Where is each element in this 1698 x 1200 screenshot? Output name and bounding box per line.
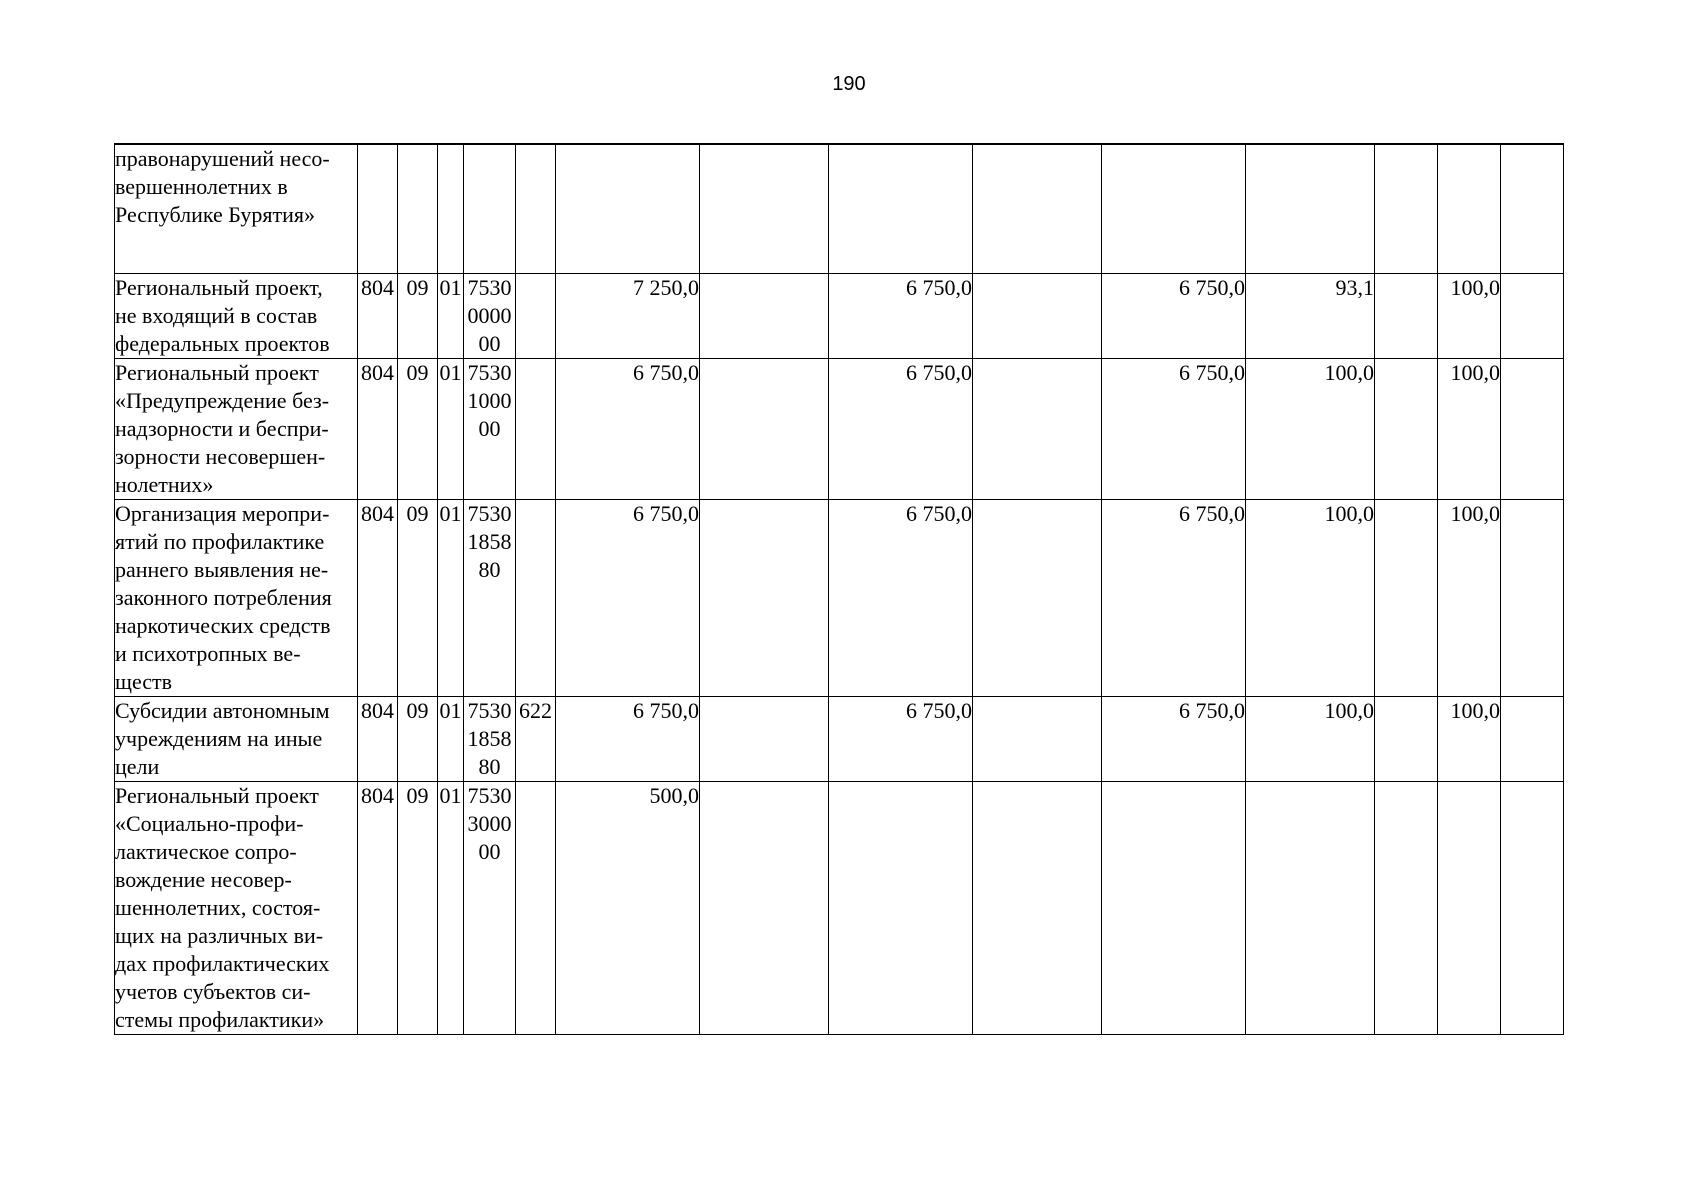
percent-cell-1: 100,0 [1246, 359, 1375, 500]
row-name-line: законного потребления [115, 585, 332, 610]
row-name-line: вождение несовер- [115, 867, 292, 892]
table-row [115, 782, 1630, 1035]
section-code-cell: 09 [398, 359, 438, 500]
percent-cell-1 [1246, 782, 1375, 1035]
target-article-code-line: 7530 [467, 783, 512, 808]
row-name-line: лактическое сопро- [115, 839, 297, 864]
grbs-code-cell: 804 [358, 782, 398, 1035]
empty-cell [1501, 500, 1564, 697]
table-row [115, 697, 1630, 782]
percent-cell-2 [1375, 144, 1438, 274]
target-article-code-line: 80 [478, 754, 501, 779]
target-article-code-line: 00 [478, 416, 501, 441]
amount-cell-3 [829, 144, 973, 274]
expense-type-code-cell [516, 274, 556, 359]
row-name-line: и психотропных ве- [115, 641, 301, 666]
table-row [115, 359, 1630, 500]
row-name-cell [115, 500, 358, 697]
table-row [115, 274, 1630, 359]
amount-cell-5 [1102, 782, 1246, 1035]
row-name-line: учетов субъектов си- [115, 979, 311, 1004]
target-article-code-line: 00 [478, 331, 501, 356]
target-article-code-line: 00 [478, 839, 501, 864]
amount-cell-4 [973, 500, 1102, 697]
row-name-line: вершеннолетних в [115, 174, 288, 199]
amount-cell-2 [700, 359, 829, 500]
row-name-cell [115, 144, 358, 274]
row-name-line: Региональный проект [115, 783, 319, 808]
row-name-line: учреждениям на иные [115, 726, 323, 751]
row-name-line: ятий по профилактике [115, 529, 325, 554]
amount-cell-3: 6 750,0 [829, 274, 973, 359]
percent-cell-3 [1438, 782, 1501, 1035]
expense-type-code-cell [516, 359, 556, 500]
percent-cell-3: 100,0 [1438, 500, 1501, 697]
target-article-code-cell [464, 500, 516, 697]
row-name-line: щих на различных ви- [115, 923, 324, 948]
grbs-code-cell: 804 [358, 274, 398, 359]
target-article-code-line: 3000 [467, 811, 512, 836]
subsection-code-cell: 01 [438, 274, 464, 359]
row-name-line: шеннолетних, состоя- [115, 895, 321, 920]
percent-cell-3 [1438, 144, 1501, 274]
amount-cell-4 [973, 144, 1102, 274]
row-name-line: Региональный проект, [115, 275, 323, 300]
target-article-code-line: 7530 [467, 360, 512, 385]
subsection-code-cell [438, 144, 464, 274]
target-article-code-line: 7530 [467, 698, 512, 723]
grbs-code-cell: 804 [358, 500, 398, 697]
amount-cell-1: 6 750,0 [556, 500, 700, 697]
target-article-code-line: 7530 [467, 275, 512, 300]
amount-cell-1: 500,0 [556, 782, 700, 1035]
row-name-line: нолетних» [115, 472, 214, 497]
target-article-code-line: 0000 [467, 303, 512, 328]
row-name-line: дах профилактических [115, 951, 330, 976]
percent-cell-3: 100,0 [1438, 697, 1501, 782]
row-name-line: раннего выявления не- [115, 557, 329, 582]
percent-cell-3: 100,0 [1438, 274, 1501, 359]
row-name-line: ществ [115, 669, 173, 694]
percent-cell-2 [1375, 697, 1438, 782]
expense-type-code-cell [516, 500, 556, 697]
row-name-line: стемы профилактики» [115, 1007, 325, 1032]
expense-type-code-cell: 622 [516, 697, 556, 782]
amount-cell-5: 6 750,0 [1102, 359, 1246, 500]
section-code-cell: 09 [398, 782, 438, 1035]
percent-cell-2 [1375, 782, 1438, 1035]
target-article-code-cell [464, 782, 516, 1035]
target-article-code-cell [464, 274, 516, 359]
target-article-code-line: 1000 [467, 388, 512, 413]
row-name-line: цели [115, 754, 160, 779]
amount-cell-1: 6 750,0 [556, 359, 700, 500]
page-number: 190 [832, 73, 866, 95]
empty-cell [1501, 274, 1564, 359]
percent-cell-1: 100,0 [1246, 500, 1375, 697]
amount-cell-3: 6 750,0 [829, 500, 973, 697]
section-code-cell: 09 [398, 697, 438, 782]
amount-cell-3 [829, 782, 973, 1035]
amount-cell-5: 6 750,0 [1102, 697, 1246, 782]
row-name-line: Республике Бурятия» [115, 202, 316, 227]
grbs-code-cell: 804 [358, 359, 398, 500]
amount-cell-2 [700, 144, 829, 274]
amount-cell-4 [973, 697, 1102, 782]
amount-cell-1: 7 250,0 [556, 274, 700, 359]
amount-cell-3: 6 750,0 [829, 359, 973, 500]
row-name-line: надзорности и беспри- [115, 416, 329, 441]
percent-cell-2 [1375, 500, 1438, 697]
percent-cell-1 [1246, 144, 1375, 274]
table-row [115, 500, 1630, 697]
expense-type-code-cell [516, 782, 556, 1035]
subsection-code-cell: 01 [438, 359, 464, 500]
percent-cell-1: 93,1 [1246, 274, 1375, 359]
empty-cell [1501, 697, 1564, 782]
percent-cell-2 [1375, 359, 1438, 500]
row-name-cell [115, 359, 358, 500]
row-name-line: Организация меропри- [115, 501, 330, 526]
target-article-code-cell [464, 359, 516, 500]
empty-cell [1501, 359, 1564, 500]
subsection-code-cell: 01 [438, 500, 464, 697]
row-name-line: «Социально-профи- [115, 811, 304, 836]
row-name-line: Субсидии автономным [115, 698, 330, 723]
expense-type-code-cell [516, 144, 556, 274]
subsection-code-cell: 01 [438, 697, 464, 782]
row-name-line: Региональный проект [115, 360, 319, 385]
grbs-code-cell [358, 144, 398, 274]
target-article-code-cell [464, 144, 516, 274]
budget-table [114, 143, 1630, 1035]
target-article-code-line: 1858 [467, 529, 512, 554]
row-name-line: зорности несовершен- [115, 444, 326, 469]
row-name-line: наркотических средств [115, 613, 331, 638]
target-article-code-line: 1858 [467, 726, 512, 751]
grbs-code-cell: 804 [358, 697, 398, 782]
row-name-line: не входящий в состав [115, 303, 318, 328]
percent-cell-2 [1375, 274, 1438, 359]
target-article-code-cell [464, 697, 516, 782]
percent-cell-3: 100,0 [1438, 359, 1501, 500]
target-article-code-line: 80 [478, 557, 501, 582]
table-row [115, 144, 1630, 274]
percent-cell-1: 100,0 [1246, 697, 1375, 782]
row-name-line: «Предупреждение без- [115, 388, 330, 413]
amount-cell-2 [700, 697, 829, 782]
row-name-cell [115, 697, 358, 782]
target-article-code-line: 7530 [467, 501, 512, 526]
empty-cell [1501, 144, 1564, 274]
subsection-code-cell: 01 [438, 782, 464, 1035]
amount-cell-2 [700, 274, 829, 359]
amount-cell-4 [973, 274, 1102, 359]
row-name-cell [115, 782, 358, 1035]
amount-cell-4 [973, 782, 1102, 1035]
amount-cell-2 [700, 782, 829, 1035]
section-code-cell: 09 [398, 274, 438, 359]
amount-cell-1 [556, 144, 700, 274]
amount-cell-1: 6 750,0 [556, 697, 700, 782]
amount-cell-5: 6 750,0 [1102, 274, 1246, 359]
amount-cell-4 [973, 359, 1102, 500]
amount-cell-3: 6 750,0 [829, 697, 973, 782]
empty-cell [1501, 782, 1564, 1035]
amount-cell-5 [1102, 144, 1246, 274]
row-name-line: федеральных проектов [115, 331, 330, 356]
amount-cell-2 [700, 500, 829, 697]
row-name-cell [115, 274, 358, 359]
section-code-cell: 09 [398, 500, 438, 697]
amount-cell-5: 6 750,0 [1102, 500, 1246, 697]
row-name-line: правонарушений несо- [115, 146, 330, 171]
section-code-cell [398, 144, 438, 274]
